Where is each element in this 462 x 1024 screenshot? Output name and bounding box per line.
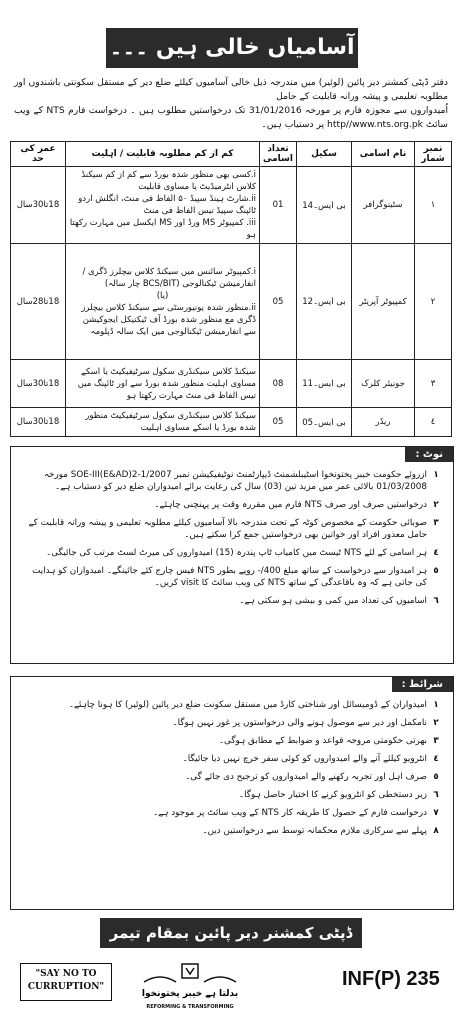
qualification-line: i.کسی بھی منظور شدہ بورڈ سے کم از کم سیکنڈ کلاس انٹرمیڈیٹ یا مساوی قابلیت [81,170,256,192]
intro-paragraph [14,76,448,132]
row-age: 18تا30سال [11,408,66,437]
list-item [19,499,445,511]
list-item [19,825,445,837]
item-text: امیدواران کے ڈومیسائل اور شناختی کارڈ میں مستقل سکونت ضلع دیر پائین (لوئیر) کا ہونا چاہئے۔ [68,700,427,710]
row-serial: ٢ [415,244,452,360]
header-qualification: کم از کم مطلوبہ قابلیت / اہلیت [66,142,260,167]
list-item [19,547,445,559]
anti-corruption-box [20,963,112,1001]
list-item [19,595,445,607]
row-qualification: سیکنڈ کلاس سیکنڈری سکول سرٹیفیکیٹ یا اسکے مساوی اہلیت منظور شدہ بورڈ سے اور ٹائپنگ میں تیس الفاظ فی منٹ مہارت رکھتا ہو [66,360,260,408]
row-serial: ٣ [415,360,452,408]
list-item [19,565,445,589]
item-text: ازروئے حکومت خیبر پختونخوا اسٹیبلشمنٹ ڈیپارٹمنٹ نوٹیفیکیشن نمبر SOE-III(E&AD)2-1/2007 مورخہ 01/03/2008 بالائی عمر میں مزید تین (03) سال کی رعایت برائے امیدواران ضلع دیر کو دستیاب ہے۔ [43,470,427,492]
item-text: ہر اسامی کے لئے NTS ٹیسٹ میں کامیاب ٹاپ پندرہ (15) امیدواروں کی میرٹ لسٹ مرتب کی جائیگی۔ [46,548,427,558]
list-item [19,699,445,711]
table-row [11,167,452,244]
row-age: 18تا28سال [11,244,66,360]
page-title: آسامیاں خالی ہیں ۔۔۔ [106,28,358,68]
row-post-name: سٹینوگرافر [352,167,415,244]
row-scale: بی ایس۔11 [297,360,352,408]
emblem-shape [182,964,198,978]
row-post-name: کمپیوٹر آپریٹر [352,244,415,360]
slogan-line: "SAY NO TO [35,969,97,979]
kp-government-logo [140,960,240,1010]
notes-list [19,469,445,613]
item-text: پہلے سے سرکاری ملازم محکمانہ توسط سے درخواستیں دیں۔ [202,826,427,836]
item-number: ٤ [433,754,439,764]
row-serial: ١ [415,167,452,244]
table-row [11,244,452,360]
item-number: ٥ [433,772,439,782]
item-text: نامکمل اور دیر سے موصول ہونے والی درخواستوں پر غور نہیں ہوگا۔ [172,718,427,728]
row-qualification [66,167,260,244]
slogan-line: CURRUPTION" [27,982,105,992]
item-text: ہر امیدوار سے درخواست کے ساتھ مبلغ 400/- روپے بطور NTS فیس چارج کئے جائینگے۔ امیدواران کو ہدایت کی جاتی ہے کہ وہ باقاعدگی کے ساتھ NTS کی ویب سائٹ کا visit کریں۔ [32,566,427,588]
row-count: 08 [260,360,297,408]
item-text: درخواست فارم کے حصول کا طریقہ کار NTS کے ویب سائٹ پر موجود ہے۔ [152,808,427,818]
table-row [11,408,452,437]
item-text: درخواستیں صرف اور صرف NTS فارم میں مقررہ وقت پر پہنچنی چاہئے۔ [154,500,427,510]
item-number: ٧ [433,808,439,818]
conditions-list [19,699,445,843]
qualification-line: i.کمپیوٹر سائنس میں سیکنڈ کلاس بیچلرز ڈگری / انفارمیشن ٹیکنالوجی (BCS/BIT چار سالہ) [82,266,256,289]
list-item [19,517,445,541]
row-serial: ٤ [415,408,452,437]
item-number: ٢ [433,718,439,728]
item-number: ٥ [433,566,439,576]
qualification-line: ii.شارٹ ہینڈ سپیڈ ۵۰ الفاظ فی منٹ، انگلش اردو ٹائپنگ سپیڈ تیس الفاظ فی منٹ [78,194,256,216]
item-text: انٹرویو کیلئے آنے والے امیدواروں کو کوئی سفر خرچ نہیں دیا جائیگا۔ [182,754,427,764]
logo-urdu-text: بدلتا ہے خیبر پختونخوا [141,989,239,999]
notes-section [10,446,454,664]
row-age: 18تا30سال [11,167,66,244]
intro-line-2: اُمیدواروں سے مجوزہ فارم پر مورخہ 31/01/2016 تک درخواستیں مطلوب ہیں ۔ درخواست فارم NTS کے ویب سائٹ http//www.nts.org.pk پر دستیاب ہیں۔ [14,105,448,130]
header-scale: سکیل [297,142,352,167]
list-item [19,789,445,801]
row-age: 18تا30سال [11,360,66,408]
notes-heading: نوٹ : [405,447,453,462]
item-number: ٤ [433,548,439,558]
intro-line-1: دفتر ڈپٹی کمشنر دیر پائین (لوئیر) میں مندرجہ ذیل خالی آسامیوں کیلئے ضلع دیر کے مستقل سکونتی باشندوں اور مطلوبہ تعلیمی و پیشہ ورانہ قابلیت کے حامل [14,77,448,102]
qualification-line: iii. کمپیوٹر MS ورڈ اور MS ایکسل میں مہارت رکھتا ہو [69,218,256,240]
list-item [19,469,445,493]
header-count: تعداد اسامی [260,142,297,167]
row-post-name: جونیئر کلرک [352,360,415,408]
issuing-office: ڈپٹی کمشنر دیر پائین بمقام تیمر گرہ [100,918,362,948]
item-text: صوبائی حکومت کے مخصوص کوٹہ کے تحت مندرجہ بالا آسامیوں کیلئے مطلوبہ تعلیمی و پیشہ ورانہ قابلیت کے حامل معذور افراد اور خواتین بھی درخواستیں جمع کرا سکتے ہیں۔ [28,518,427,540]
item-number: ٢ [433,500,439,510]
list-item [19,717,445,729]
table-row [11,360,452,408]
item-number: ١ [433,470,439,480]
header-name: نام اسامی [352,142,415,167]
posts-table [10,141,452,437]
qualification-line: ii.منظور شدہ یونیورسٹی سے سیکنڈ کلاس بیچلرز ڈگری مع منظور شدہ بورڈ آف ٹیکنیکل ایجوکیشن سے انفارمیشن ٹیکنالوجی میں ایک سالہ ڈپلومہ [81,302,256,337]
item-text: بھرتی حکومتی مروجہ قواعد و ضوابط کے مطابق ہوگی۔ [218,736,427,746]
qualification-line: (یا) [156,290,169,301]
emblem-mark [186,968,194,974]
row-post-name: ریڈر [352,408,415,437]
item-number: ٣ [433,736,439,746]
list-item [19,807,445,819]
item-number: ١ [433,700,439,710]
row-count: 01 [260,167,297,244]
item-text: صرف اہل اور تجربہ رکھنے والے امیدواروں کو ترجیح دی جائے گی۔ [185,772,427,782]
row-qualification [66,244,260,360]
header-age: عمر کی حد [11,142,66,167]
conditions-section [10,676,454,910]
list-item [19,771,445,783]
logo-subtitle: REFORMING & TRANSFORMING [146,1004,234,1010]
header-serial: نمبر شمار [415,142,452,167]
list-item [19,753,445,765]
item-text: اسامیوں کی تعداد میں کمی و بیشی ہو سکتی ہے۔ [239,596,427,606]
item-number: ٣ [433,518,439,528]
list-item [19,735,445,747]
row-count: 05 [260,244,297,360]
item-text: زیر دستخطی کو انٹرویو کرنے کا اختیار حاصل ہوگا۔ [238,790,427,800]
conditions-heading: شرائط : [392,677,453,692]
row-qualification: سیکنڈ کلاس سیکنڈری سکول سرٹیفیکیٹ منظور شدہ بورڈ یا اسکے مساوی اہلیت [66,408,260,437]
item-number: ٨ [433,826,439,836]
item-number: ٦ [433,596,439,606]
row-scale: بی ایس۔14 [297,167,352,244]
row-scale: بی ایس۔12 [297,244,352,360]
item-number: ٦ [433,790,439,800]
row-scale: بی ایس۔05 [297,408,352,437]
row-count: 05 [260,408,297,437]
table-header-row [11,142,452,167]
inf-number: INF(P) 235 [342,968,440,990]
